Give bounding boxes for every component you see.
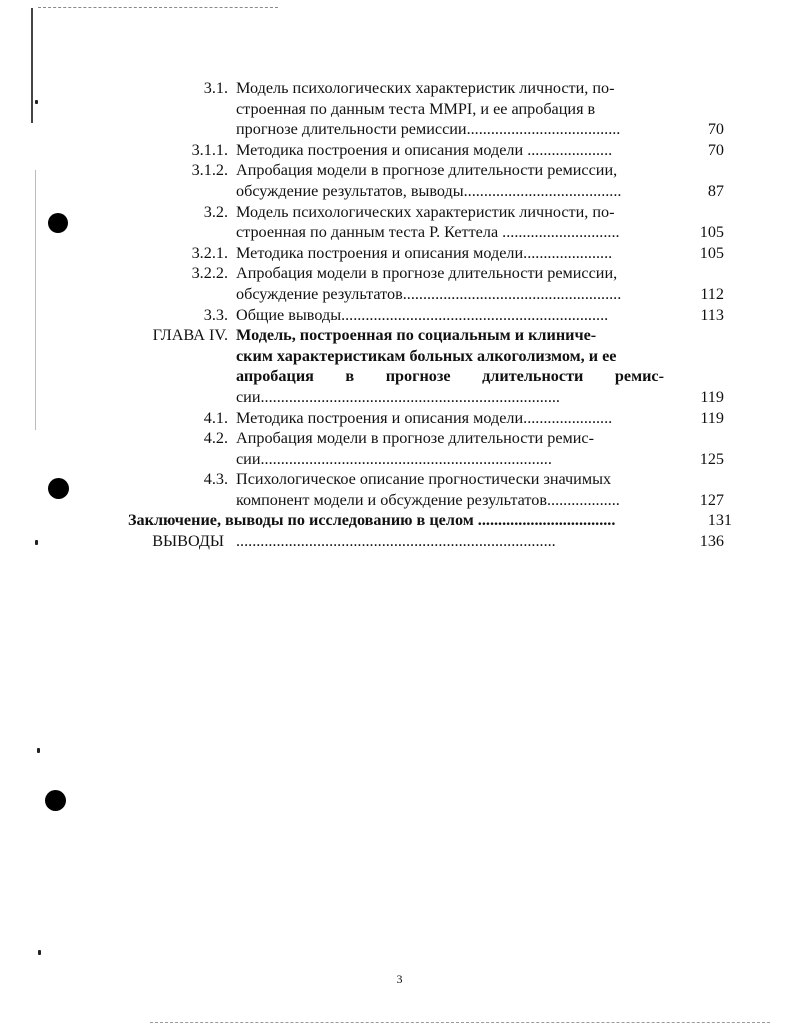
scan-speck	[38, 950, 41, 955]
toc-line: апробация в прогнозе длительности ремис-	[236, 367, 664, 386]
toc-line: Модель, построенная по социальным и клиниче-	[236, 326, 597, 345]
toc-page: 127	[699, 490, 724, 509]
toc-line: Общие выводы..................................................................	[236, 305, 609, 324]
scan-speck	[37, 748, 40, 753]
toc-number: 3.2.2.	[191, 264, 228, 283]
toc-line: сии..........................................................................	[236, 387, 560, 406]
toc-number: 3.1.1.	[191, 140, 228, 159]
toc-entry	[0, 263, 799, 304]
toc-line: Апробация модели в прогнозе длительности ремиссии,	[236, 161, 618, 180]
toc-line: обсуждение результатов, выводы.......................................	[236, 181, 622, 200]
toc-line: Методика построения и описания модели .....................	[236, 140, 613, 159]
punch-hole	[45, 790, 66, 811]
toc-page: 125	[699, 449, 724, 468]
toc-entry-conclusion	[0, 510, 799, 531]
toc-page: 112	[700, 284, 724, 303]
toc-page: 70	[707, 140, 724, 159]
toc-entry	[0, 243, 799, 264]
toc-page: 105	[699, 243, 724, 262]
toc-number: 4.3.	[203, 470, 228, 489]
toc-page: 119	[700, 387, 724, 406]
toc-number: 3.2.	[203, 202, 228, 221]
toc-line: сии........................................................................	[236, 449, 552, 468]
table-of-contents	[0, 78, 799, 552]
toc-line: строенная по данным теста Р. Кеттела .............................	[236, 223, 620, 242]
toc-page: 113	[700, 305, 724, 324]
toc-number: 3.2.1.	[191, 243, 228, 262]
scan-artifact-top	[38, 7, 278, 8]
toc-entry-chapter	[0, 325, 799, 407]
toc-page: 136	[699, 532, 724, 551]
toc-line: Методика построения и описания модели......................	[236, 408, 613, 427]
toc-entry	[0, 160, 799, 201]
vyvody-label: ВЫВОДЫ	[152, 532, 224, 551]
vyvody-dots: ...............................................................................	[236, 532, 556, 551]
toc-page: 105	[699, 223, 724, 242]
toc-page: 131	[707, 511, 732, 530]
toc-page: 87	[707, 181, 724, 200]
toc-line: Психологическое описание прогностически значимых	[236, 470, 612, 489]
toc-line: Апробация модели в прогнозе длительности ремиссии,	[236, 264, 618, 283]
toc-line: обсуждение результатов......................................................	[236, 284, 622, 303]
toc-number: 4.1.	[203, 408, 228, 427]
toc-number: 3.1.2.	[191, 161, 228, 180]
toc-line: Модель психологических характеристик личности, по-	[236, 79, 615, 97]
toc-entry	[0, 469, 799, 510]
toc-page: 70	[707, 120, 724, 139]
toc-entry	[0, 428, 799, 469]
toc-line: ским характеристикам больных алкоголизмом, и ее	[236, 346, 617, 365]
toc-page: 119	[700, 408, 724, 427]
toc-line: Методика построения и описания модели......................	[236, 243, 613, 262]
conclusion-line: Заключение, выводы по исследованию в целом ..................................	[128, 511, 616, 530]
toc-entry	[0, 78, 799, 140]
toc-line: Апробация модели в прогнозе длительности ремис-	[236, 429, 595, 448]
toc-number: 4.2.	[203, 429, 228, 448]
toc-line: строенная по данным теста MMPI, и ее апробация в	[236, 99, 596, 118]
toc-entry	[0, 202, 799, 243]
toc-line: компонент модели и обсуждение результатов..................	[236, 490, 620, 509]
toc-entry-vyvody	[0, 531, 799, 552]
toc-entry	[0, 140, 799, 161]
toc-number: 3.3.	[203, 305, 228, 324]
toc-line: прогнозе длительности ремиссии......................................	[236, 120, 621, 139]
toc-entry	[0, 408, 799, 429]
toc-number: ГЛАВА IV.	[152, 326, 228, 345]
toc-entry	[0, 305, 799, 326]
toc-line: Модель психологических характеристик личности, по-	[236, 202, 615, 221]
page-number: 3	[396, 972, 403, 986]
toc-number: 3.1.	[203, 79, 228, 97]
scan-artifact-bottom	[150, 1022, 770, 1023]
